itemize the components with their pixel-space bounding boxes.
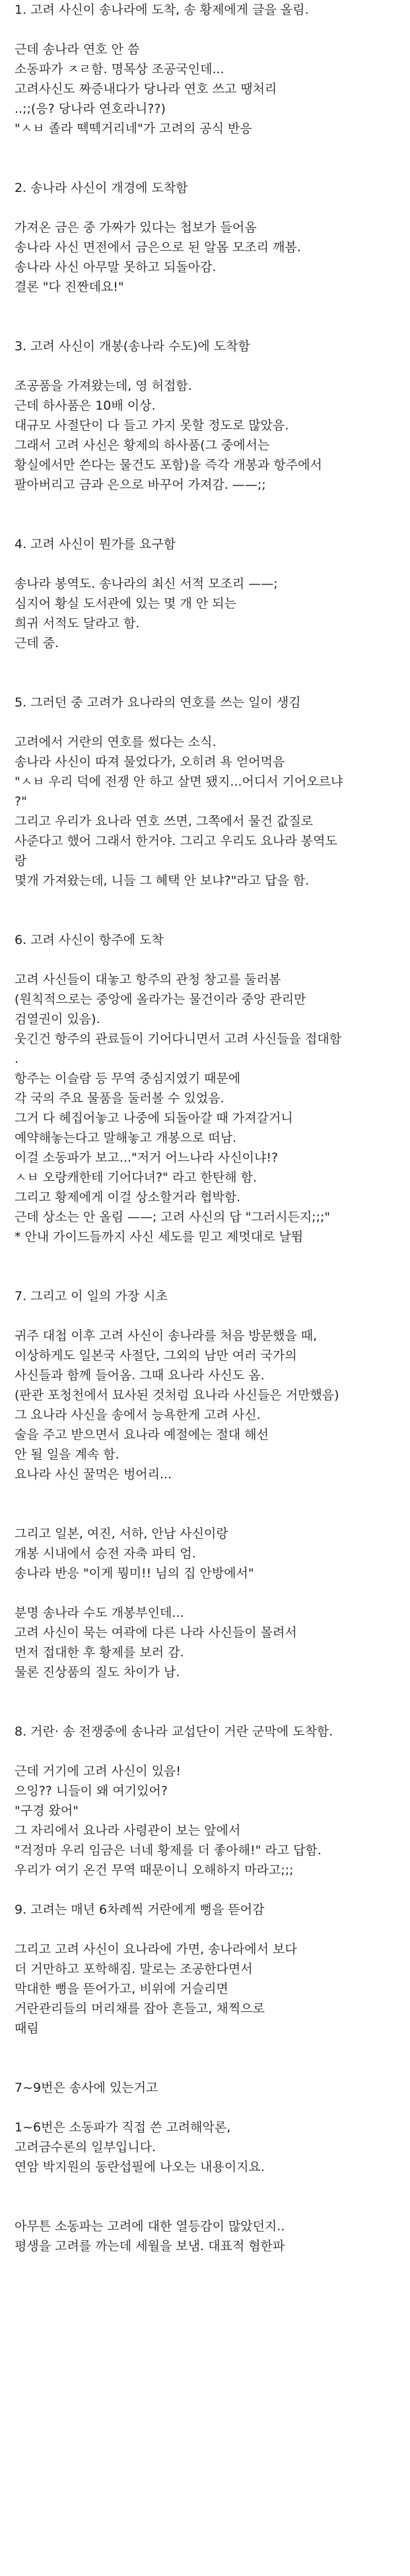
text-line: 근데 송나라 연호 안 씀: [15, 42, 140, 57]
text-line: 더 거만하고 포학해짐. 말로는 조공한다면서: [15, 1962, 253, 1976]
text-line: 그리고 황제에게 이걸 상소할거라 협박함.: [15, 1190, 241, 1205]
text-line: 고려금수론의 일부입니다.: [15, 2140, 156, 2154]
text-line: 막대한 뻥을 뜯어가고, 비위에 거슬리면: [15, 1982, 228, 1996]
text-line: ?": [15, 794, 27, 809]
text-line: 때림: [15, 2021, 39, 2036]
blank-line: [15, 1920, 402, 1939]
blank-line: [15, 1742, 402, 1761]
text-line: 그래서 고려 사신은 황제의 하사품(그 중에서는: [15, 438, 270, 453]
blank-line: [15, 673, 402, 693]
text-line: "걱정마 우리 임금은 너네 황제를 더 좋아해!" 라고 답함.: [15, 1843, 322, 1858]
text-line: 그거 다 헤집어놓고 나중에 되돌아갈 때 가져갈거니: [15, 1111, 293, 1125]
text-line: 가져온 금은 중 가짜가 있다는 첩보가 들어옴: [15, 220, 257, 235]
text-line: 술을 주고 받으면서 요나라 예절에는 절대 해선: [15, 1428, 269, 1442]
text-line: ..;;(응? 당나라 연호라니??): [15, 102, 166, 116]
blank-line: [15, 2058, 402, 2078]
text-line: 거란관리들의 머리채를 잡아 흔들고, 채찍으로: [15, 2001, 265, 2016]
text-line: 결론 "다 진짠데요!": [15, 280, 124, 294]
text-line: 그리고 고려 사신이 요나라에 가면, 송나라에서 보다: [15, 1942, 297, 1957]
text-line: 근데 줌.: [15, 636, 59, 650]
blank-line: [15, 1583, 402, 1603]
text-line: 그리고 일본, 여진, 서하, 안남 사신이랑: [15, 1526, 228, 1541]
text-line: 팔아버리고 금과 은으로 바꾸어 가져감. ——;;: [15, 478, 266, 492]
text-line: 고려에서 거란의 연호를 썼다는 소식.: [15, 735, 217, 749]
text-line: 웃긴건 항주의 관료들이 기어다니면서 고려 사신들을 접대함: [15, 1032, 342, 1046]
text-line: 고려 사신들이 대놓고 항주의 관청 창고를 둘러봄: [15, 972, 281, 987]
blank-line: [15, 712, 402, 732]
text-line: 1. 고려 사신이 송나라에 도착, 송 황제에게 글을 올림.: [15, 3, 309, 17]
text-line: 으잉?? 니들이 왜 여기있어?: [15, 1784, 168, 1798]
text-line: 그 자리에서 요나라 사령관이 보는 앞에서: [15, 1823, 241, 1838]
blank-line: [15, 1267, 402, 1286]
blank-line: [15, 515, 402, 534]
blank-line: [15, 1880, 402, 1900]
blank-line: [15, 1504, 402, 1524]
text-line: 그리고 우리가 요나라 연호 쓰면, 그쪽에서 물건 값질로: [15, 814, 314, 829]
text-line: 물론 진상품의 질도 차이가 남.: [15, 1665, 180, 1680]
text-line: "구경 왔어": [15, 1804, 79, 1818]
text-line: 요나라 사신 꿀먹은 벙어리...: [15, 1467, 172, 1482]
text-line: 근데 하사품은 10배 이상.: [15, 398, 156, 413]
text-line: 3. 고려 사신이 개봉(송나라 수도)에 도착함: [15, 339, 250, 354]
text-line: 4. 고려 사신이 뭔가를 요구함: [15, 537, 176, 551]
blank-line: [15, 2098, 402, 2118]
blank-line: [15, 20, 402, 40]
blank-line: [15, 356, 402, 376]
blank-line: [15, 1306, 402, 1326]
text-line: 이상하게도 일본국 사절단, 그외의 남만 여러 국가의: [15, 1348, 297, 1363]
text-line: 대규모 사절단이 다 들고 가지 못할 정도로 많았음.: [15, 418, 289, 433]
text-line: * 안내 가이드들까지 사신 세도를 믿고 제멋대로 날뜀: [15, 1230, 304, 1244]
text-line: 9. 고려는 매년 6차례씩 거란에게 뻥을 뜯어감: [15, 1902, 265, 1917]
blank-line: [15, 297, 402, 317]
blank-line: [15, 2038, 402, 2058]
text-line: 귀주 대첩 이후 고려 사신이 송나라를 처음 방문했을 때,: [15, 1329, 318, 1343]
text-line: 개봉 시내에서 승전 자축 파티 엄.: [15, 1546, 196, 1561]
text-line: 6. 고려 사신이 항주에 도착: [15, 933, 164, 947]
text-line: 평생을 고려를 까는데 세월을 보냄. 대표적 혐한파: [15, 2239, 285, 2253]
blank-line: [15, 495, 402, 515]
text-line: 사신들과 함께 들어옴. 그때 요나라 사신도 옴.: [15, 1368, 265, 1383]
text-line: 5. 그러던 중 고려가 요나라의 연호를 쓰는 일이 생김: [15, 695, 301, 710]
text-line: 우리가 여기 온건 무역 때문이니 오해하지 마라고;;;: [15, 1863, 294, 1877]
text-line: .: [15, 1052, 19, 1066]
text-line: 몇개 가져왔는데, 니들 그 혜택 안 보냐?"라고 답을 함.: [15, 873, 310, 888]
blank-line: [15, 2197, 402, 2216]
text-line: "ㅅㅂ 졸라 떽떽거리네"가 고려의 공식 반응: [15, 121, 252, 136]
text-line: 소동파가 ㅈㄹ함. 명목상 조공국인데...: [15, 62, 224, 77]
blank-line: [15, 198, 402, 218]
text-line: 아무튼 소동파는 고려에 대한 열등감이 많았던지..: [15, 2219, 285, 2234]
text-line: 먼저 접대한 후 황제를 보러 감.: [15, 1645, 184, 1660]
text-line: 랑: [15, 854, 27, 868]
text-line: 고려사신도 짜증내다가 당나라 연호 쓰고 땡처리: [15, 82, 277, 96]
text-line: 사준다고 했어 그래서 한거야. 그리고 우리도 요나라 봉역도: [15, 834, 337, 848]
blank-line: [15, 1247, 402, 1267]
blank-line: [15, 317, 402, 336]
text-line: 8. 거란· 송 전쟁중에 송나라 교섭단이 거란 군막에 도착함.: [15, 1724, 333, 1739]
text-line: 연암 박지원의 동란섭필에 나오는 내용이지요.: [15, 2160, 265, 2174]
text-line: 안 될 일을 계속 함.: [15, 1447, 120, 1462]
text-line: 이걸 소동파가 보고..."저거 어느나라 사신이냐!?: [15, 1150, 279, 1165]
text-line: 2. 송나라 사신이 개경에 도착함: [15, 181, 188, 195]
text-line: 그 요나라 사신을 송에서 능욕한게 고려 사신.: [15, 1408, 261, 1422]
blank-line: [15, 1682, 402, 1702]
text-line: "ㅅㅂ 우리 덕에 전쟁 안 하고 살면 됐지...어디서 기어오르냐: [15, 774, 343, 789]
text-line: ㅅㅂ 오랑캐한테 기어다녀?" 라고 한탄해 함.: [15, 1170, 257, 1185]
blank-line: [15, 1702, 402, 1722]
blank-line: [15, 139, 402, 158]
text-line: 검열권이 있음).: [15, 1012, 100, 1026]
blank-line: [15, 1484, 402, 1504]
text-line: 송나라 사신 아무말 못하고 되돌아감.: [15, 260, 217, 274]
text-line: 근데 상소는 안 올림 ——; 고려 사신의 답 "그러시든지;;;": [15, 1210, 331, 1224]
text-line: 항주는 이슬람 등 무역 중심지였기 때문에: [15, 1071, 241, 1086]
text-line: 1~6번은 소동파가 직접 쓴 고려해악론,: [15, 2120, 231, 2135]
blank-line: [15, 653, 402, 673]
text-line: 근데 거기에 고려 사신이 있음!: [15, 1764, 182, 1778]
blank-line: [15, 891, 402, 910]
text-line: 7~9번은 송사에 있는거고: [15, 2081, 158, 2095]
text-line: 송나라 사신 면전에서 금은으로 된 알몸 모조리 깨봄.: [15, 240, 301, 255]
blank-line: [15, 2177, 402, 2197]
text-line: 예약해놓는다고 말해놓고 개봉으로 떠남.: [15, 1131, 237, 1145]
blank-line: [15, 158, 402, 178]
text-line: 송나라 반응 "이게 뭥미!! 님의 집 안방에서": [15, 1566, 254, 1581]
text-line: 고려 사신이 묵는 여곽에 다른 나라 사신들이 몰려서: [15, 1625, 297, 1640]
text-line: 분명 송나라 수도 개봉부인데...: [15, 1606, 184, 1620]
blank-line: [15, 554, 402, 574]
text-line: (원칙적으로는 중앙에 올라가는 물건이라 중앙 관리만: [15, 992, 306, 1007]
text-line: 조공품을 가져왔는데, 영 허접함.: [15, 379, 192, 393]
text-line: 희귀 서적도 달라고 함.: [15, 616, 140, 631]
text-line: 7. 그리고 이 일의 가장 시초: [15, 1289, 168, 1304]
text-line: 심지어 황실 도서관에 있는 몇 개 안 되는: [15, 596, 236, 611]
text-line: (판관 포청천에서 묘사된 것처럼 요나라 사신들은 거만했음): [15, 1388, 339, 1402]
blank-line: [15, 910, 402, 930]
text-line: 황실에서만 쓴다는 물건도 포함)을 즉각 개봉과 항주에서: [15, 458, 322, 472]
text-line: 각 국의 주요 물품을 둘러볼 수 있었음.: [15, 1091, 224, 1106]
text-line: 송나라 사신이 따져 물었다가, 오히려 욕 얻어먹음: [15, 755, 285, 769]
blank-line: [15, 950, 402, 970]
text-line: 송나라 봉역도. 송나라의 최신 서적 모조리 ——;: [15, 577, 278, 591]
